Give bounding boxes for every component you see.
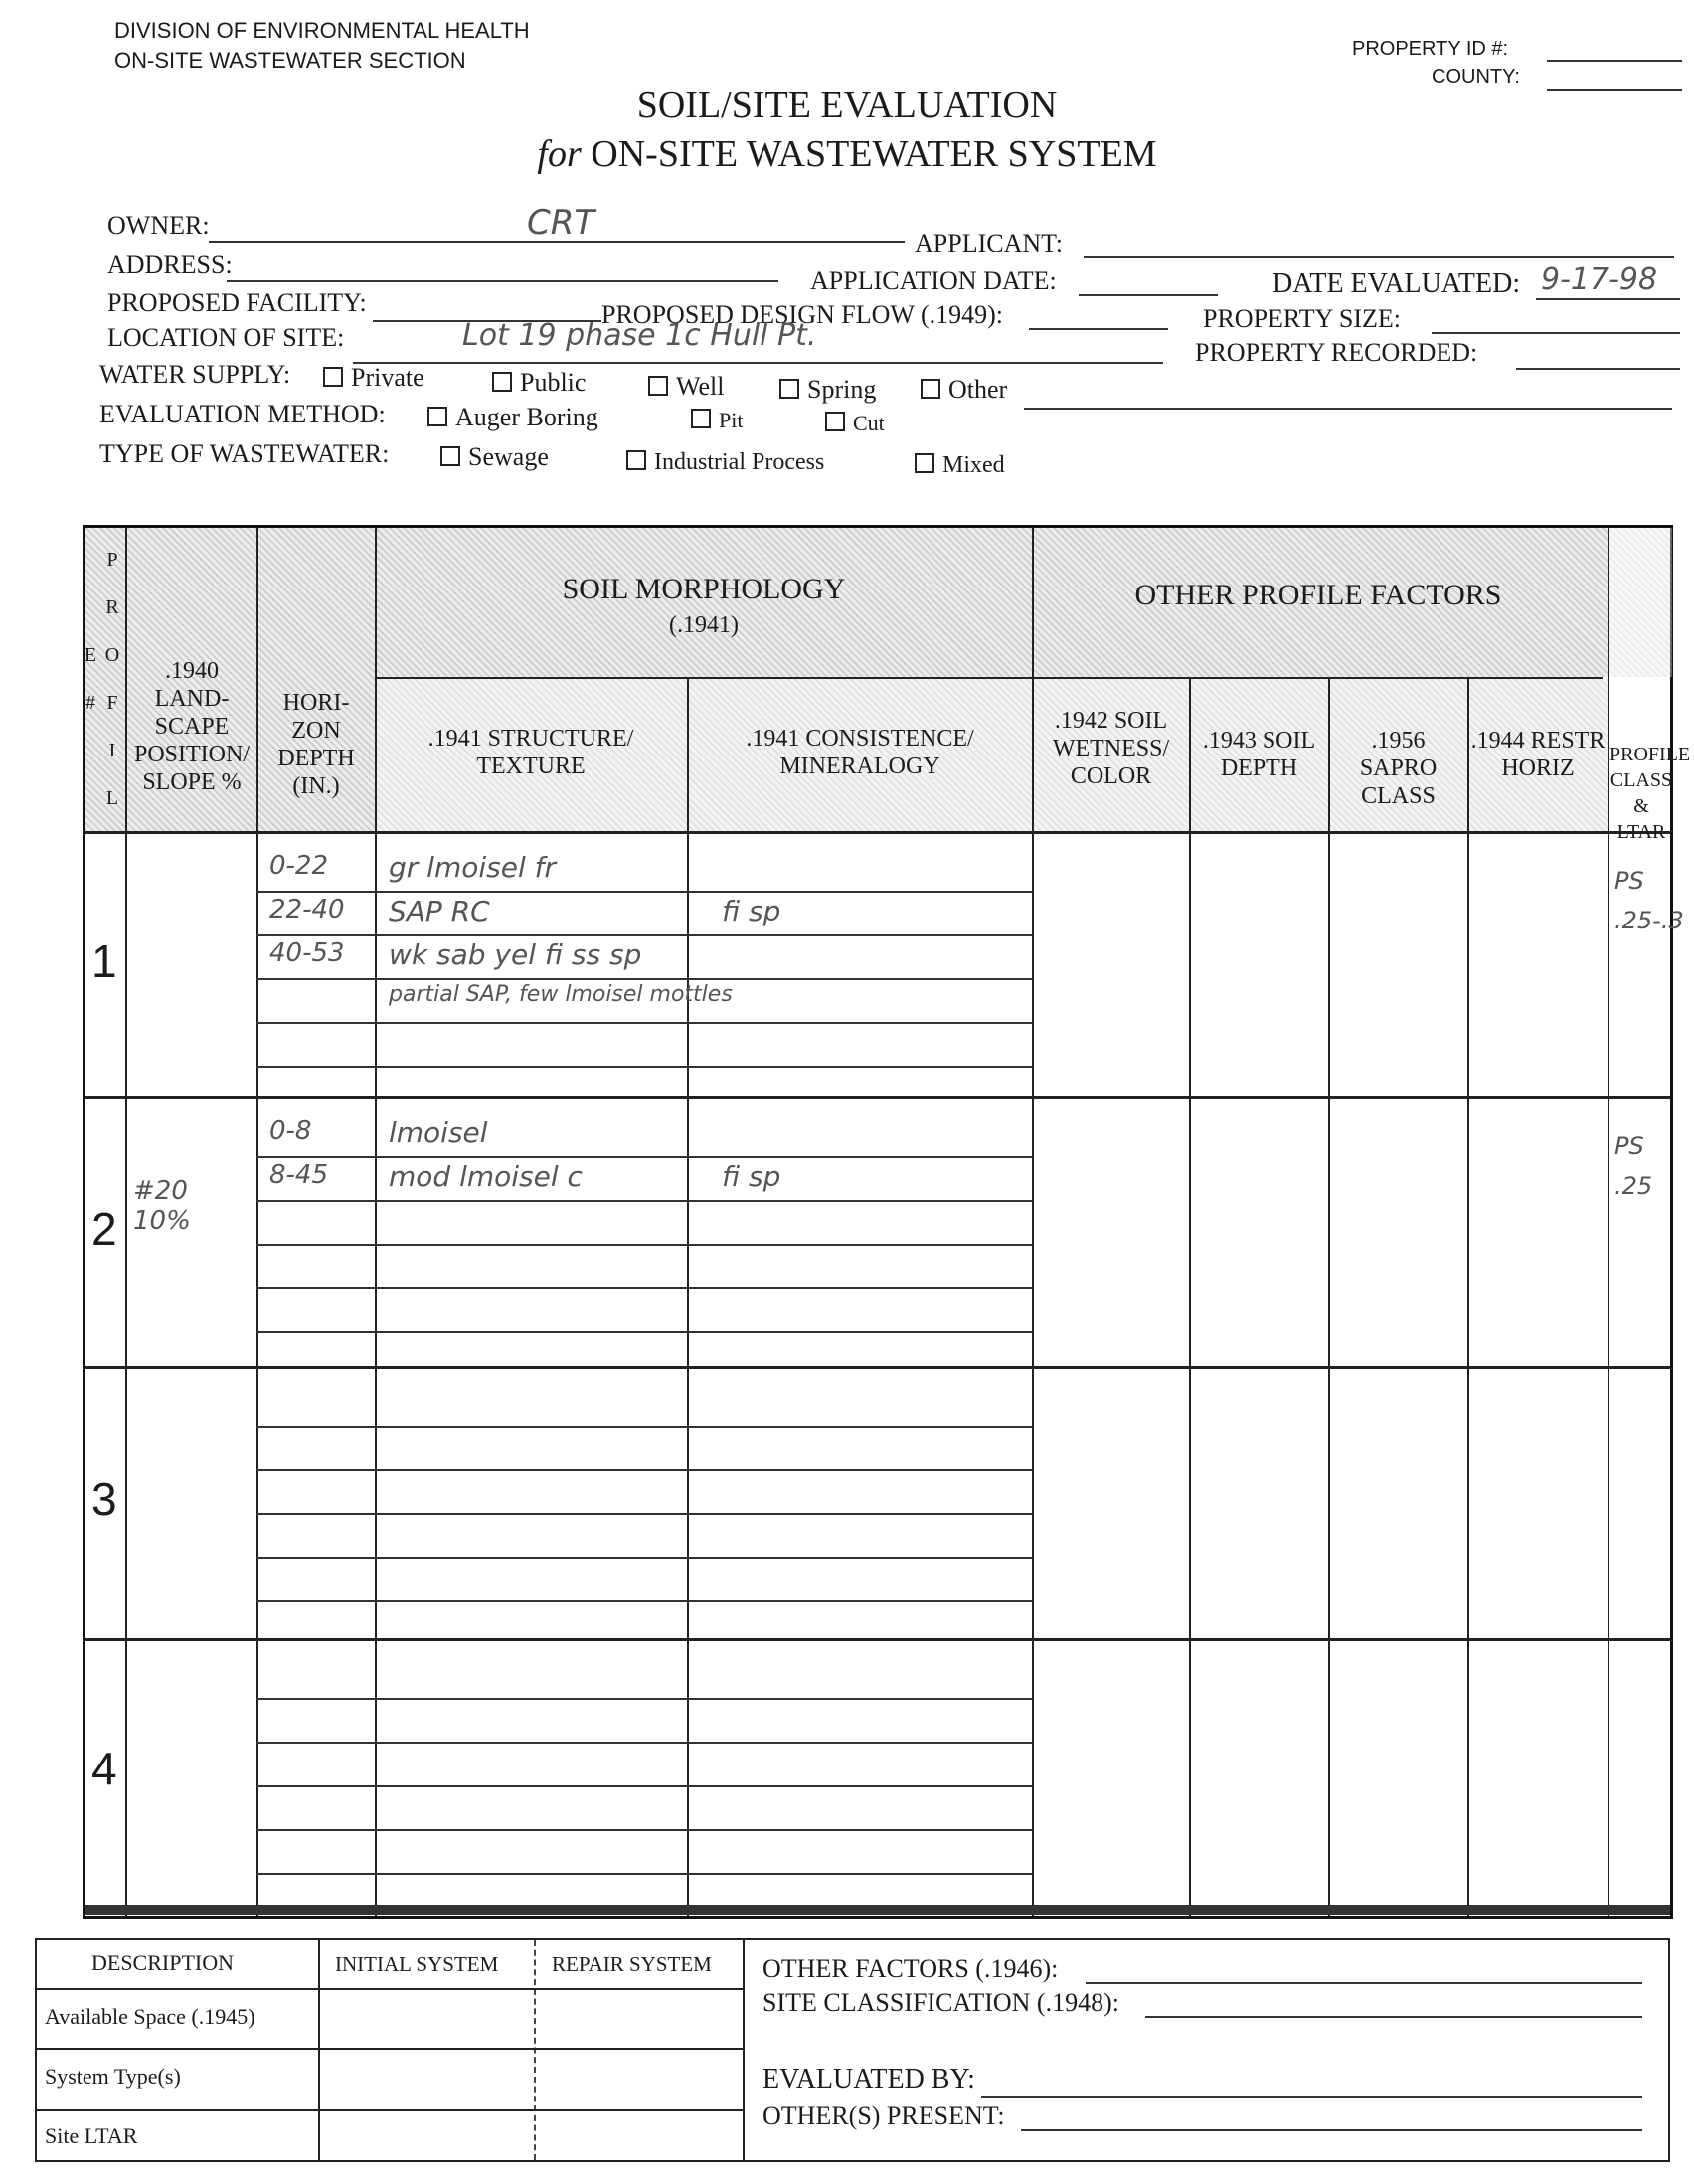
option-label: Pit [719,408,744,432]
horizon-row-line [256,978,1032,980]
checkbox-icon[interactable] [440,446,460,466]
design-flow-field[interactable] [1029,328,1168,330]
horizon-row-line [256,1244,1032,1246]
horizon-row-line [256,1600,1032,1602]
horizon-depth-header: HORI-ZON DEPTH (IN.) [277,690,355,799]
site-ltar-label: Site LTAR [45,2123,138,2148]
location-value: Lot 19 phase 1c Hull Pt. [462,318,817,353]
owner-label: OWNER: [107,211,210,240]
profile-class-value: PS .25 [1614,1132,1653,1200]
horizon-depth-value: 40-53 [269,938,345,968]
property-size-label: PROPERTY SIZE: [1203,304,1401,333]
site-classification-label: SITE CLASSIFICATION (.1948): [762,1988,1119,2017]
subtitle-for: for [537,133,582,175]
structure-texture-value: wk sab yel fi ss sp [389,938,642,971]
applicant-field[interactable] [1084,256,1674,258]
available-space-label: Available Space (.1945) [45,2004,255,2029]
horizon-depth-value: 0-22 [269,851,329,881]
checkbox-icon[interactable] [323,367,343,387]
soil-profile-grid [80,525,1691,1919]
evaluation-method-label: EVALUATION METHOD: [99,400,386,428]
horizon-row-line [256,1426,1032,1428]
profile-number: 2 [91,1202,117,1255]
horizon-row-line [256,1287,1032,1289]
wastewater-sewage[interactable] [440,442,549,472]
water-supply-spring[interactable] [779,375,876,405]
form-title: SOIL/SITE EVALUATION [636,84,1058,126]
water-supply-well[interactable] [648,372,724,402]
proposed-facility-label: PROPOSED FACILITY: [107,288,367,317]
checkbox-icon[interactable] [427,407,447,426]
horizon-row-line [256,1698,1032,1700]
initial-system-header: INITIAL SYSTEM [335,1952,499,1976]
water-supply-other[interactable] [921,375,1007,405]
checkbox-icon[interactable] [626,450,646,470]
checkbox-icon[interactable] [915,453,934,473]
horizon-depth-value: 8-45 [269,1160,329,1190]
profile-number: 1 [91,934,117,987]
horizon-row-line [256,1066,1032,1068]
profile-class-header: PROFILE CLASS & LTAR [1609,744,1691,843]
application-date-label: APPLICATION DATE: [810,266,1057,295]
horizon-row-line [256,1557,1032,1559]
checkbox-icon[interactable] [691,409,711,428]
checkbox-icon[interactable] [779,379,799,399]
division-name: DIVISION OF ENVIRONMENTAL HEALTH [114,18,530,43]
soil-depth-header: .1943 SOIL DEPTH [1202,728,1316,781]
checkbox-icon[interactable] [921,379,940,399]
horizon-row-line [256,1200,1032,1202]
property-id-label: PROPERTY ID #: [1352,38,1509,60]
class-header-shade [1609,528,1672,677]
site-classification-field[interactable] [1145,2016,1642,2018]
evaluation-auger-boring[interactable] [427,403,598,432]
landscape-header: .1940 LAND-SCAPE POSITION/ SLOPE % [133,658,250,795]
horizon-depth-value: 22-40 [269,895,345,924]
restr-horiz-header: .1944 RESTR HORIZ [1470,728,1606,781]
horizon-row-line [256,891,1032,893]
evaluation-cut[interactable] [825,411,885,436]
evaluation-pit[interactable] [691,408,743,433]
property-id-field[interactable] [1547,60,1682,62]
wastewater-mixed[interactable] [915,452,1005,479]
location-field[interactable] [353,362,1163,364]
structure-texture-header: .1941 STRUCTURE/ TEXTURE [427,726,634,779]
form-subtitle [0,132,1694,176]
option-label: Well [676,372,725,401]
soil-wetness-header: .1942 SOIL WETNESS/ COLOR [1052,708,1170,789]
soil-morphology-header: SOIL MORPHOLOGY [562,573,846,605]
date-evaluated-value: 9-17-98 [1541,262,1658,297]
county-label: COUNTY: [1432,66,1520,87]
other-factors-label: OTHER FACTORS (.1946): [762,1954,1059,1983]
option-label: Industrial Process [654,449,825,475]
consistence-value: fi sp [722,1160,781,1193]
option-label: Spring [807,375,877,404]
option-label: Auger Boring [455,403,598,431]
subtitle-rest: ON-SITE WASTEWATER SYSTEM [591,133,1157,175]
option-label: Other [948,375,1008,404]
structure-texture-value: partial SAP, few lmoisel mottles [389,982,733,1007]
profile-class-value: PS .25-.3 [1614,867,1684,934]
horizon-row-line [256,1742,1032,1744]
system-types-label: System Type(s) [45,2064,181,2089]
checkbox-icon[interactable] [648,376,668,396]
property-recorded-label: PROPERTY RECORDED: [1195,338,1478,367]
soil-morphology-code: (.1941) [669,612,739,638]
checkbox-icon[interactable] [825,412,845,431]
option-label: Cut [853,411,885,435]
address-field[interactable] [227,280,778,282]
section-name: ON-SITE WASTEWATER SECTION [114,48,466,73]
design-flow-label: PROPOSED DESIGN FLOW (.1949): [601,300,1003,329]
location-label: LOCATION OF SITE: [107,323,345,352]
horizon-row-line [256,1873,1032,1875]
horizon-row-line [256,1331,1032,1333]
other-profile-factors-header: OTHER PROFILE FACTORS [1134,579,1502,611]
horizon-row-line [256,1022,1032,1024]
landscape-value: #20 10% [133,1176,191,1236]
evaluated-by-field[interactable] [981,2096,1642,2098]
description-header: DESCRIPTION [91,1950,235,1975]
structure-texture-value: mod lmoisel c [389,1160,583,1193]
profile-number-header: P R O F I L E # [80,548,123,811]
date-evaluated-label: DATE EVALUATED: [1272,268,1521,299]
repair-system-header: REPAIR SYSTEM [552,1952,712,1976]
wastewater-industrial[interactable] [626,449,824,476]
structure-texture-value: SAP RC [389,895,490,927]
property-size-field[interactable] [1432,332,1680,334]
address-label: ADDRESS: [107,251,233,279]
horizon-row-line [256,934,1032,936]
water-supply-private[interactable] [323,363,424,393]
horizon-row-line [256,1156,1032,1158]
other-factors-field[interactable] [1086,1982,1642,1984]
description-table [35,1938,1670,2162]
wastewater-type-label: TYPE OF WASTEWATER: [99,439,390,468]
horizon-row-line [256,1829,1032,1831]
sapro-class-header: .1956 SAPRO CLASS [1359,728,1438,809]
others-present-label: OTHER(S) PRESENT: [762,2101,1005,2130]
consistence-mineralogy-header: .1941 CONSISTENCE/ MINERALOGY [746,726,974,779]
option-label: Public [520,368,587,397]
property-recorded-field[interactable] [1516,368,1680,370]
others-present-field[interactable] [1021,2129,1642,2131]
applicant-label: APPLICANT: [915,229,1063,257]
structure-texture-value: lmoisel [389,1116,488,1149]
consistence-value: fi sp [722,895,781,927]
application-date-field[interactable] [1079,294,1218,296]
option-label: Mixed [942,452,1005,478]
horizon-row-line [256,1513,1032,1515]
option-label: Sewage [468,442,549,471]
water-supply-label: WATER SUPPLY: [99,360,291,389]
owner-value: CRT [527,203,595,243]
water-supply-other-field[interactable] [1024,408,1672,410]
option-label: Private [351,363,424,392]
horizon-row-line [256,1469,1032,1471]
checkbox-icon[interactable] [492,372,512,392]
profile-number: 4 [91,1743,117,1794]
water-supply-public[interactable] [492,368,586,398]
horizon-depth-value: 0-8 [269,1116,312,1146]
evaluated-by-label: EVALUATED BY: [762,2064,975,2095]
structure-texture-value: gr lmoisel fr [389,851,557,884]
profile-number: 3 [91,1473,117,1525]
horizon-row-line [256,1785,1032,1787]
date-evaluated-field[interactable] [1536,298,1680,300]
